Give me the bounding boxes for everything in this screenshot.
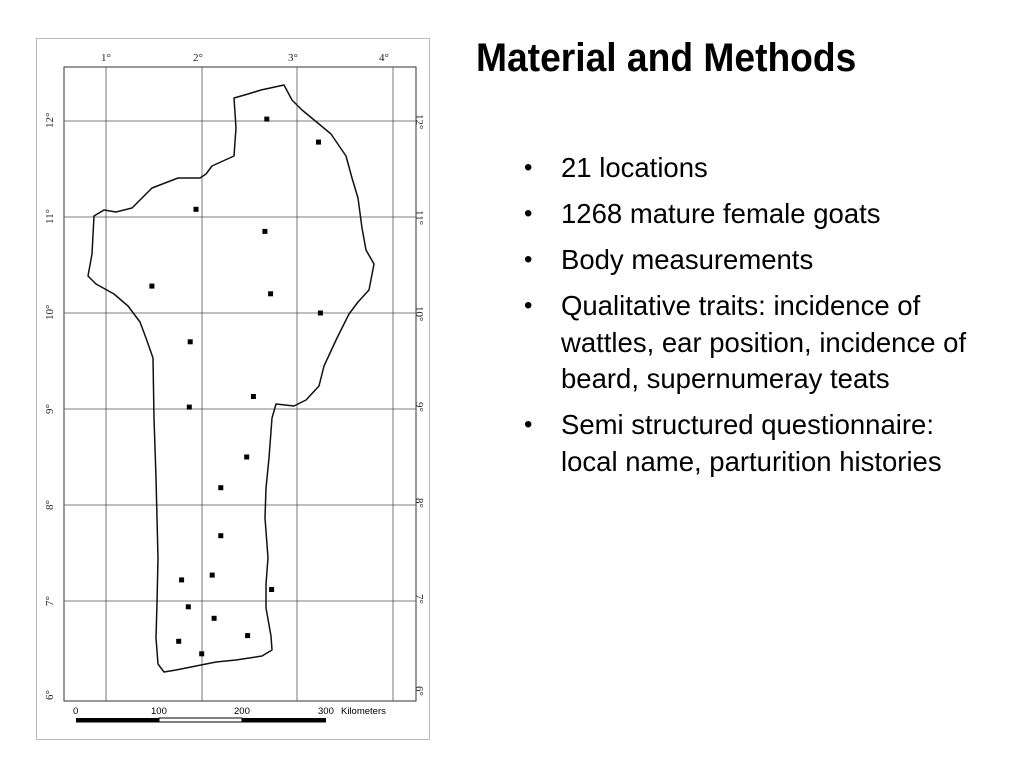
map-outer-frame bbox=[37, 39, 430, 740]
scale-bar-segment bbox=[242, 718, 326, 722]
lat-label-left: 11° bbox=[44, 209, 56, 224]
scale-tick-label: 0 bbox=[73, 706, 79, 717]
location-marker bbox=[251, 394, 256, 399]
location-marker bbox=[210, 573, 215, 578]
lat-label-left: 8° bbox=[44, 500, 56, 510]
lat-label-left: 9° bbox=[44, 404, 56, 414]
location-marker bbox=[186, 604, 191, 609]
location-marker bbox=[212, 616, 217, 621]
lon-label-top: 3° bbox=[288, 52, 298, 64]
location-marker bbox=[176, 639, 181, 644]
lon-label-top: 1° bbox=[101, 52, 111, 64]
scale-unit-label: Kilometers bbox=[341, 706, 386, 717]
location-marker bbox=[199, 651, 204, 656]
location-marker bbox=[316, 140, 321, 145]
bullet-text: Qualitative traits: incidence of wattles, ear position, incidence of beard, supernumeray teats bbox=[561, 290, 967, 394]
location-marker bbox=[218, 485, 223, 490]
lat-label-right: 9° bbox=[413, 402, 425, 412]
bullet-text: 21 locations bbox=[561, 152, 708, 183]
location-marker bbox=[264, 117, 269, 122]
lat-label-right: 11° bbox=[413, 210, 425, 225]
lat-label-right: 12° bbox=[413, 114, 425, 130]
bullet-dot-icon: • bbox=[524, 246, 533, 273]
location-marker bbox=[268, 291, 273, 296]
bullet-dot-icon: • bbox=[524, 411, 533, 438]
location-marker bbox=[269, 587, 274, 592]
bullet-item bbox=[520, 150, 990, 187]
location-marker bbox=[188, 339, 193, 344]
lon-label-top: 2° bbox=[193, 52, 203, 64]
bullet-text: Semi structured questionnaire: local name, parturition histories bbox=[561, 409, 942, 477]
bullet-dot-icon: • bbox=[524, 292, 533, 319]
lat-label-left: 12° bbox=[44, 112, 56, 128]
location-marker bbox=[194, 207, 199, 212]
bullet-list bbox=[520, 150, 990, 490]
lat-label-right: 7° bbox=[413, 594, 425, 604]
bullet-dot-icon: • bbox=[524, 154, 533, 181]
lat-label-right: 10° bbox=[413, 306, 425, 322]
location-marker bbox=[318, 311, 323, 316]
location-marker bbox=[245, 633, 250, 638]
bullet-text: Body measurements bbox=[561, 244, 814, 275]
bullet-dot-icon: • bbox=[524, 200, 533, 227]
bullet-item bbox=[520, 288, 990, 398]
location-marker bbox=[262, 229, 267, 234]
bullet-text: 1268 mature female goats bbox=[561, 198, 881, 229]
location-marker bbox=[244, 455, 249, 460]
lat-label-left: 10° bbox=[44, 304, 56, 320]
bullet-item bbox=[520, 407, 990, 480]
scale-bar-segment bbox=[76, 718, 159, 722]
lat-label-right: 6° bbox=[413, 686, 425, 696]
lat-label-left: 7° bbox=[44, 596, 56, 606]
bullet-item bbox=[520, 196, 990, 233]
scale-tick-label: 300 bbox=[318, 706, 334, 717]
bullet-item bbox=[520, 242, 990, 279]
location-marker bbox=[179, 577, 184, 582]
location-marker bbox=[187, 405, 192, 410]
location-marker bbox=[149, 284, 154, 289]
scale-tick-label: 100 bbox=[151, 706, 167, 717]
scale-tick-label: 200 bbox=[234, 706, 250, 717]
benin-location-map bbox=[36, 38, 430, 740]
scale-bar-segment bbox=[159, 718, 242, 722]
map-figure bbox=[36, 38, 430, 740]
lat-label-left: 6° bbox=[44, 690, 56, 700]
lat-label-right: 8° bbox=[413, 498, 425, 508]
lon-label-top: 4° bbox=[379, 52, 389, 64]
location-marker bbox=[218, 533, 223, 538]
slide-title: Material and Methods bbox=[476, 36, 857, 80]
